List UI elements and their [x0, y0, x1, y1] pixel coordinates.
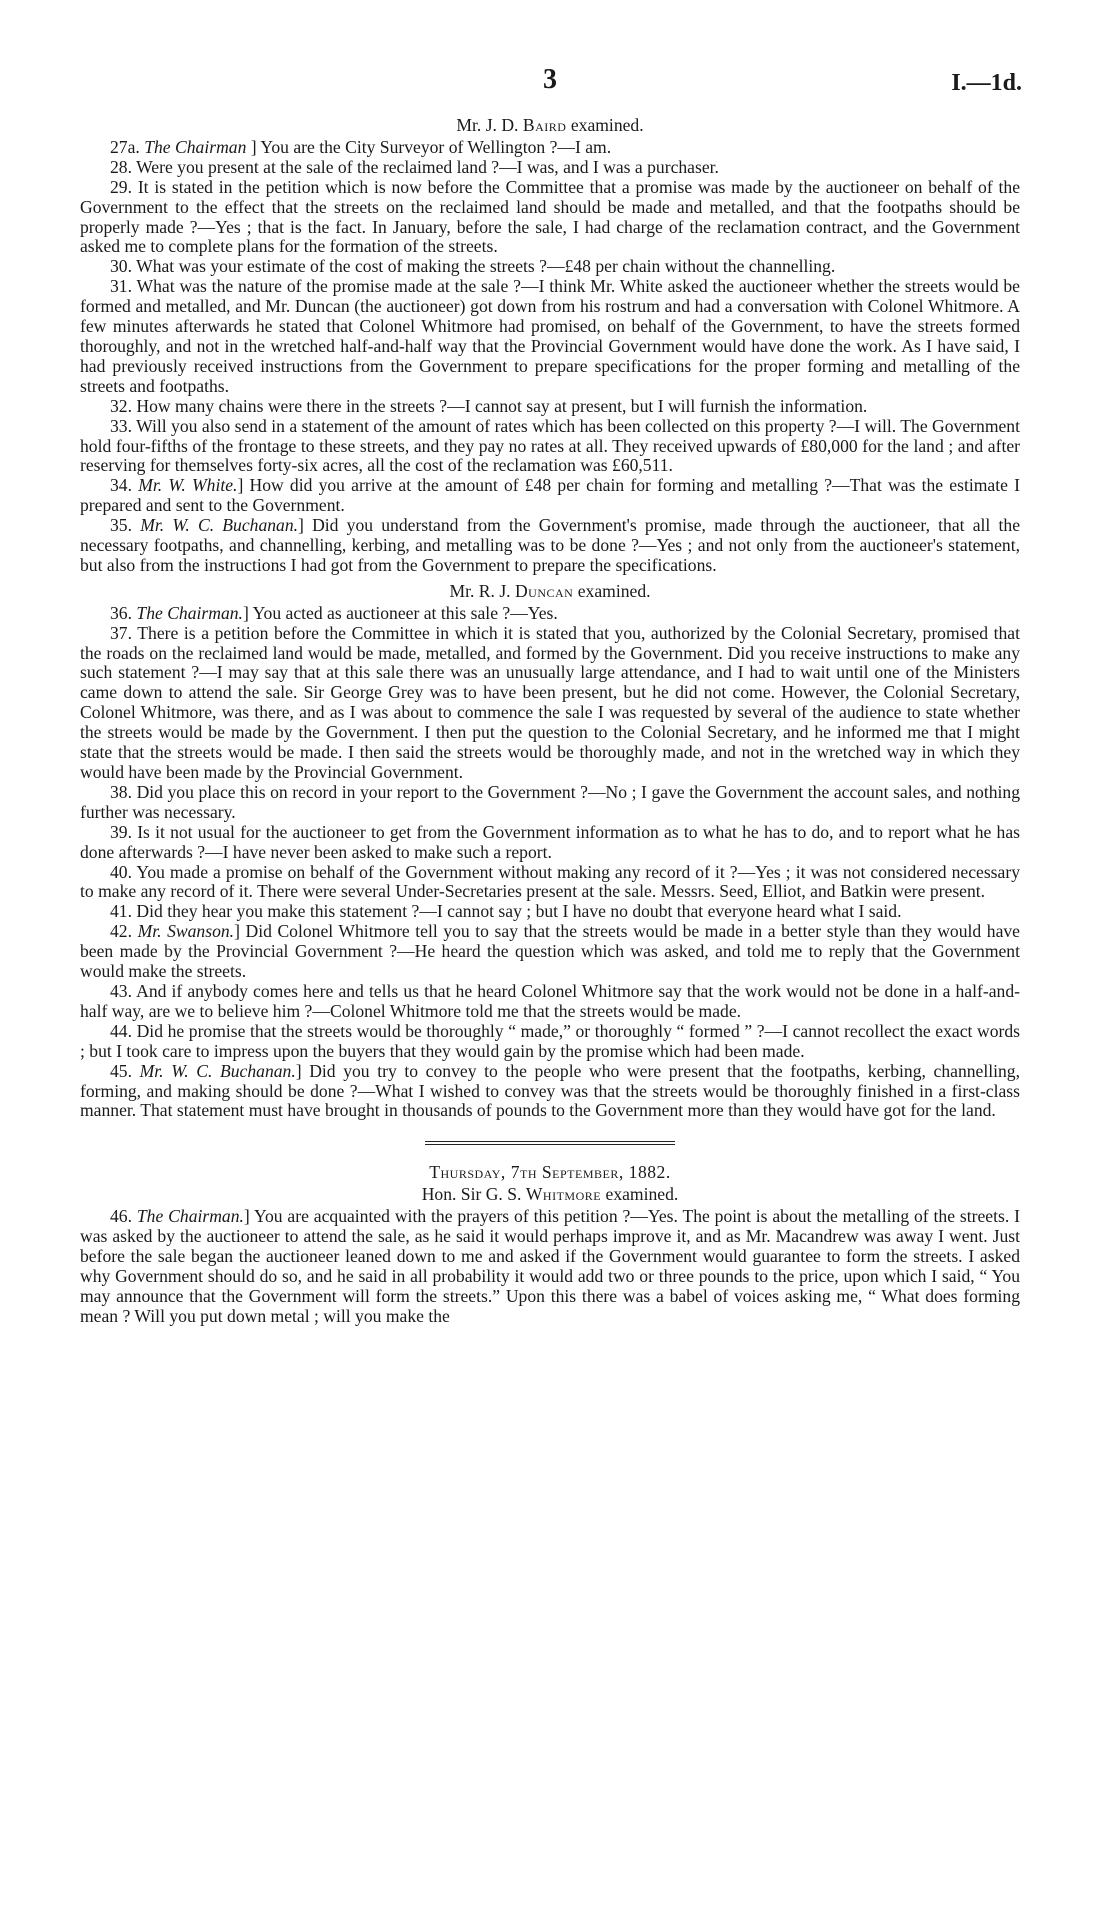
speaker-bracket: ]: [234, 921, 240, 942]
question-paragraph: [80, 178, 1020, 258]
witness-name: Whitmore: [525, 1184, 602, 1205]
question-paragraph: [80, 1207, 1020, 1326]
question-text: You are acquainted with the prayers of this petition ?—Yes. The point is about the metalling of the streets. I was asked by the auctioneer to attend the sale, as he said it would perhaps improve it, and as Mr. Macandrew was away I went. Just before the sale began the auctioneer leaned down to me and asked if the Government would guarantee to form the streets. I asked why Government should do so, and he said in all probability it would add two or three pounds to the price, upon which I said, “ You may announce that the Government will form the streets.” Upon this there was a babel of voices asking me, “ What does forming mean ? Will you put down metal ; will you make the: [80, 1206, 1020, 1326]
question-number: 35.: [110, 515, 132, 536]
question-paragraph: [80, 516, 1020, 576]
question-number: 32.: [110, 395, 132, 416]
question-text: Did you try to convey to the people who were present that the footpaths, kerbing, channelling, forming, and making should be done ?—What I wished to convey was that the streets would be thoroughly finished in a first-class manner. That statement must have brought in thousands of pounds to the Government more than they would have got for the land.: [80, 1060, 1021, 1121]
question-number: 28.: [110, 156, 132, 177]
paragraph-list: [80, 1207, 1020, 1326]
question-paragraph: [80, 902, 1020, 922]
speaker-name: The Chairman.: [136, 602, 243, 623]
speaker-name: The Chairman.: [136, 1206, 244, 1227]
speaker-bracket: ]: [237, 475, 244, 496]
question-text: Were you present at the sale of the reclaimed land ?—I was, and I was a purchaser.: [136, 156, 719, 177]
question-number: 34.: [110, 475, 132, 496]
section-heading: Hon. Sir G. S. Whitmore examined.: [421, 1184, 679, 1205]
question-paragraph: [80, 138, 1020, 158]
paragraph-list: [80, 604, 1020, 1122]
speaker-bracket: ]: [242, 602, 249, 623]
speaker-bracket: ]: [298, 515, 304, 536]
question-number: 37.: [110, 622, 132, 643]
question-number: 42.: [110, 921, 132, 942]
section-heading: Mr. J. D. Baird examined.: [456, 115, 644, 135]
question-paragraph: [80, 863, 1020, 903]
question-text: There is a petition before the Committee in which it is stated that you, authorized by the Colonial Secretary, promised that the roads on the reclaimed land would be made, metalled, and formed by the Government. Did you receive instructions to make any such statement ?—I may say that at this sale there was an unusually large attendance, and I had to wait until one of the Ministers came down to attend the sale. Sir George Grey was to have been present, but he did not come. However, the Colonial Secretary, Colonel Whitmore, was there, and as I was about to commence the sale I was requested by several of the audience to state whether the streets would be made by the Government. I then put the question to the Colonial Secretary, and he informed me that I might state that the streets would be made. I then said the streets would be thoroughly made, and not in the wretched way in which they would have been made by the Provincial Government.: [80, 622, 1020, 782]
question-number: 31.: [110, 276, 132, 297]
question-paragraph: [80, 1062, 1020, 1122]
question-text: How did you arrive at the amount of £48 per chain for forming and metalling ?—That was the estimate I prepared and sent to the Government.: [80, 475, 1020, 516]
question-paragraph: [80, 417, 1020, 477]
section-whitmore: [80, 1185, 1020, 1326]
question-number: 33.: [110, 415, 132, 436]
speaker-bracket: ]: [246, 136, 257, 157]
question-paragraph: [80, 604, 1020, 624]
question-text: Is it not usual for the auctioneer to get from the Government information as to what he has to do, and to report what he has done afterwards ?—I have never been asked to make such a report.: [80, 821, 1020, 862]
question-text: Will you also send in a statement of the amount of rates which has been collected on this property ?—I will. The Government hold four-fifths of the frontage to these streets, and they pay no rates at all. They received upwards of £80,000 for the land ; and after reserving for themselves forty-six acres, all the cost of the reclamation was £60,511.: [80, 415, 1020, 476]
question-text: Did he promise that the streets would be thoroughly “ made,” or thoroughly “ formed ” ?—I cannot recollect the exact words ; but I took care to impress upon the buyers that they would gain by the promise which had been made.: [80, 1020, 1020, 1061]
paragraph-list: [80, 138, 1020, 576]
question-number: 30.: [110, 256, 132, 277]
question-text: What was your estimate of the cost of making the streets ?—£48 per chain without the channelling.: [136, 256, 836, 277]
speaker-name: Mr. W. C. Buchanan.: [140, 515, 299, 536]
speaker-name: The Chairman: [144, 136, 247, 157]
question-text: You acted as auctioneer at this sale ?—Yes.: [248, 602, 558, 623]
section-duncan: [80, 576, 1020, 1121]
question-paragraph: [80, 397, 1020, 417]
question-number: 39.: [110, 821, 132, 842]
page-number: 3: [543, 64, 557, 95]
witness-name: Baird: [522, 115, 567, 135]
question-paragraph: [80, 476, 1020, 516]
question-paragraph: [80, 624, 1020, 783]
question-number: 36.: [110, 602, 132, 623]
question-text: And if anybody comes here and tells us that he heard Colonel Whitmore say that the work would not be done in a half-and-half way, are we to believe him ?—Colonel Whitmore told me that the streets would be made.: [80, 980, 1020, 1021]
question-number: 43.: [110, 980, 132, 1001]
question-text: Did they hear you make this statement ?—I cannot say ; but I have no doubt that everyone heard what I said.: [136, 901, 902, 922]
question-number: 29.: [110, 176, 132, 197]
question-number: 44.: [110, 1020, 132, 1041]
question-text: You are the City Surveyor of Wellington ?—I am.: [256, 136, 612, 157]
question-text: It is stated in the petition which is now before the Committee that a promise was made by the auctioneer on behalf of the Government to the effect that the streets on the reclaimed land should be made and metalled, and that the footpaths should be properly made ?—Yes ; that is the fact. In January, before the sale, I had charge of the reclamation contract, and the Government asked me to complete plans for the formation of the streets.: [80, 176, 1021, 257]
question-paragraph: [80, 1022, 1020, 1062]
question-text: Did Colonel Whitmore tell you to say that the streets would be made in a better style than they would have been made by the Provincial Government ?—He heard the question which was asked, and told me to reply that the Government would make the streets.: [80, 921, 1020, 982]
document-page: [80, 64, 1022, 1327]
question-text: Did you understand from the Government's promise, made through the auctioneer, that all the necessary footpaths, and channelling, kerbing, and metalling was to be done ?—Yes ; and not only from the auctioneer's statement, but also from the instructions I had got from the Government to prepare the specifications.: [80, 515, 1021, 575]
question-paragraph: [80, 158, 1020, 178]
date-heading: Thursday, 7th September, 1882.: [429, 1162, 671, 1183]
section-divider: [425, 1141, 675, 1145]
question-paragraph: [80, 922, 1020, 982]
speaker-name: Mr. W. C. Buchanan.: [139, 1060, 296, 1081]
question-text: What was the nature of the promise made at the sale ?—I think Mr. White asked the auctioneer whether the streets would be formed and metalled, and Mr. Duncan (the auctioneer) got down from his rostrum and had a conversation with Colonel Whitmore. A few minutes afterwards he stated that Colonel Whitmore had promised, on behalf of the Government, to have the streets formed thoroughly, and not in the wretched half-and-half way that the Provincial Government would have done the work. As I have said, I had previously received instructions from the Government to prepare specifications for the proper forming and metalling of the streets and footpaths.: [80, 276, 1020, 396]
page-header: [80, 64, 1022, 110]
question-number: 40.: [110, 861, 132, 882]
question-number: 45.: [110, 1060, 132, 1081]
question-number: 41.: [110, 901, 132, 922]
section-heading: Mr. R. J. Duncan examined.: [449, 580, 651, 601]
question-paragraph: [80, 823, 1020, 863]
question-number: 46.: [110, 1206, 132, 1227]
question-paragraph: [80, 277, 1020, 396]
witness-name: Duncan: [514, 580, 574, 601]
question-paragraph: [80, 783, 1020, 823]
speaker-name: Mr. W. White.: [138, 475, 238, 496]
speaker-name: Mr. Swanson.: [137, 921, 235, 942]
question-number: 27a.: [110, 136, 140, 157]
speaker-bracket: ]: [295, 1060, 302, 1081]
question-text: You made a promise on behalf of the Government without making any record of it ?—Yes ; it was not considered necessary to make any record of it. There were several Under-Secretaries present at the sale. Messrs. Seed, Elliot, and Batkin were present.: [80, 861, 1020, 902]
question-paragraph: [80, 257, 1020, 277]
question-text: Did you place this on record in your report to the Government ?—No ; I gave the Government the account sales, and nothing further was necessary.: [80, 781, 1020, 822]
question-number: 38.: [110, 781, 132, 802]
question-paragraph: [80, 982, 1020, 1022]
document-reference: I.—1d.: [951, 70, 1022, 96]
question-text: How many chains were there in the streets ?—I cannot say at present, but I will furnish the information.: [136, 395, 868, 416]
speaker-bracket: ]: [243, 1206, 250, 1227]
section-baird: [80, 110, 1020, 576]
